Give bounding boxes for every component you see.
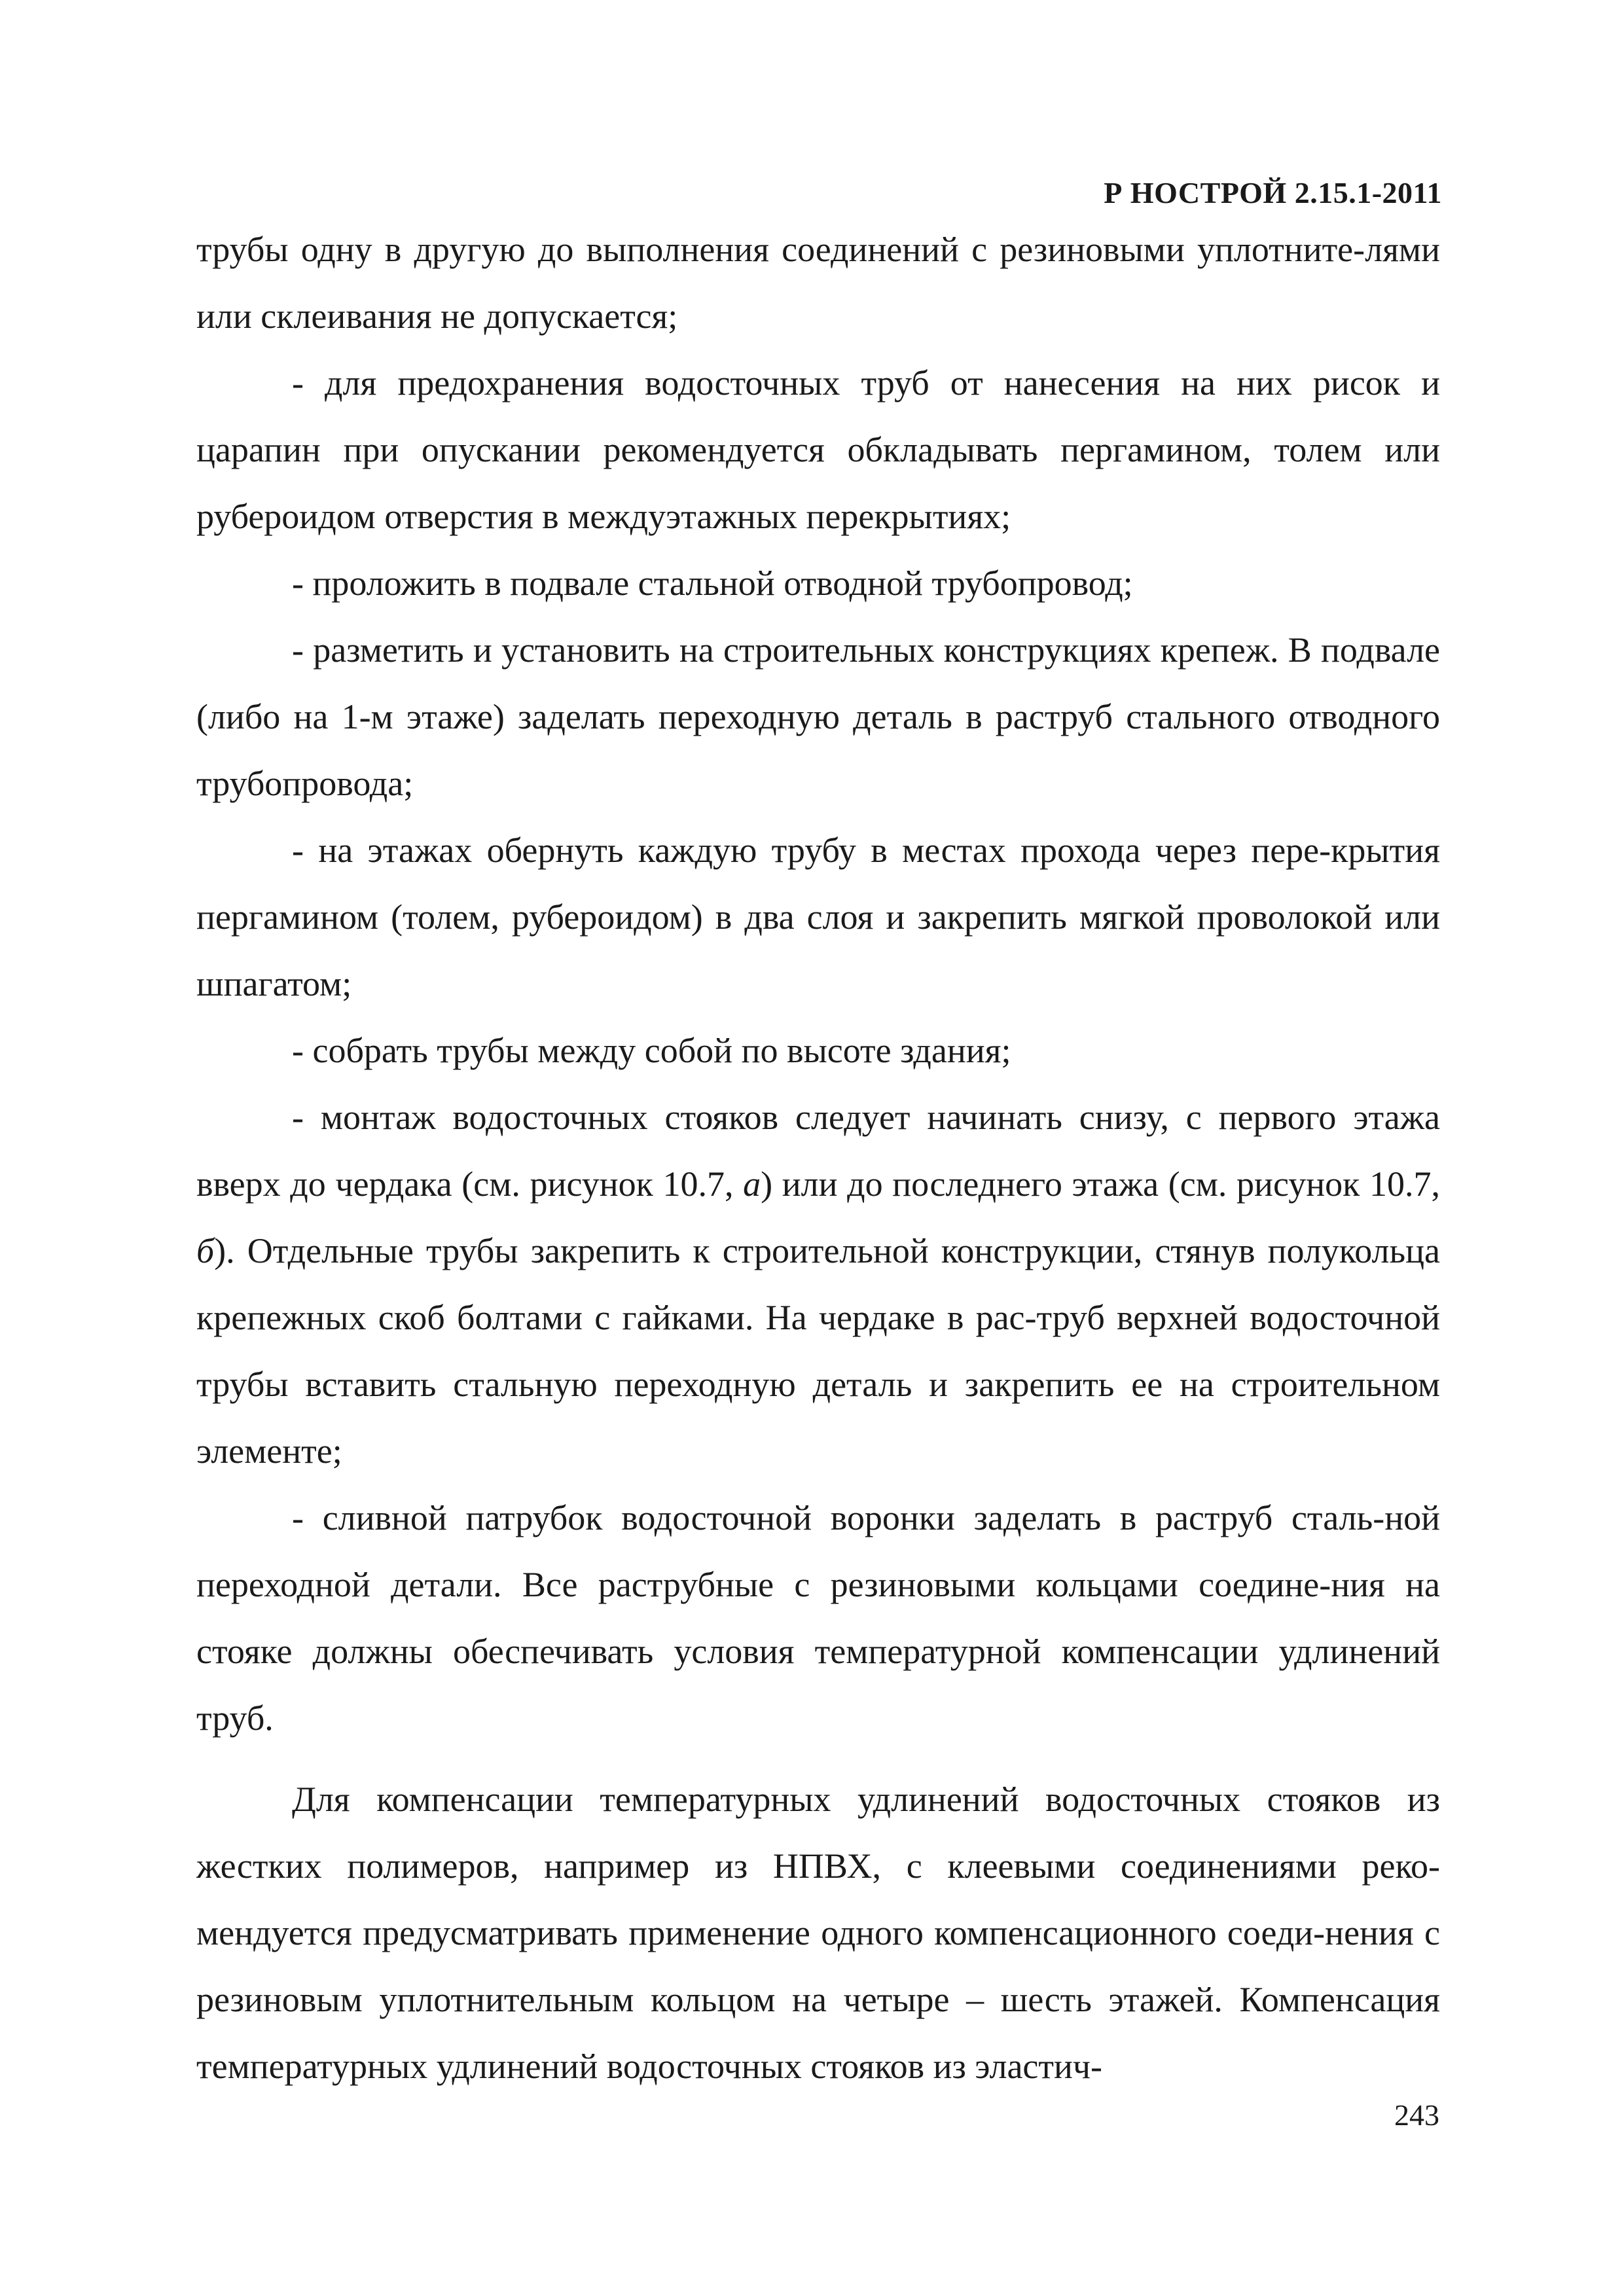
text-run: - монтаж водосточных стояков следует начинать снизу, с первого этажа вверх до чердака (см. рисунок 10.7, xyxy=(196,1098,1440,1204)
figure-ref-b: б xyxy=(196,1231,215,1270)
list-item: - сливной патрубок водосточной воронки заделать в раструб сталь-ной переходной детали. Все раструбные с резиновыми кольцами соедине-ния на стояке должны обеспечивать условия температурной компенсации удлинений труб. xyxy=(196,1498,1440,1738)
figure-ref-a: а xyxy=(743,1164,761,1204)
paragraph: Для компенсации температурных удлинений водосточных стояков из жестких полимеров, например из НПВХ, с клеевыми соединениями реко-мендуется предусматривать применение одного компенсационного соеди-нения с резиновым уплотнительным кольцом на четыре – шесть этажей. Компенсация температурных удлинений водосточных стояков из эластич- xyxy=(196,1780,1440,2086)
page-body xyxy=(196,216,1440,2100)
page-number: 243 xyxy=(1394,2098,1439,2132)
text-run: ) или до последнего этажа (см. рисунок 10.7, xyxy=(761,1164,1440,1204)
list-item xyxy=(196,1084,1440,1484)
list-item: - проложить в подвале стальной отводной трубопровод; xyxy=(292,564,1133,603)
list-item: - собрать трубы между собой по высоте здания; xyxy=(292,1031,1011,1070)
document-code-header: Р НОСТРОЙ 2.15.1-2011 xyxy=(1104,176,1442,209)
list-item: - на этажах обернуть каждую трубу в местах прохода через пере-крытия пергамином (толем, рубероидом) в два слоя и закрепить мягкой проволокой или шпагатом; xyxy=(196,831,1440,1003)
list-item: - разметить и установить на строительных конструкциях крепеж. В подвале (либо на 1-м этаже) заделать переходную деталь в раструб стального отводного трубопровода; xyxy=(196,630,1440,803)
list-item: - для предохранения водосточных труб от нанесения на них рисок и царапин при опускании рекомендуется обкладывать пергамином, толем или рубероидом отверстия в междуэтажных перекрытиях; xyxy=(196,363,1440,536)
text-run: ). Отдельные трубы закрепить к строительной конструкции, стянув полукольца крепежных скоб болтами с гайками. На чердаке в рас-труб верхней водосточной трубы вставить стальную переходную деталь и закрепить ее на строительном элементе; xyxy=(196,1231,1440,1471)
paragraph: трубы одну в другую до выполнения соединений с резиновыми уплотните-лями или склеивания не допускается; xyxy=(196,230,1440,336)
